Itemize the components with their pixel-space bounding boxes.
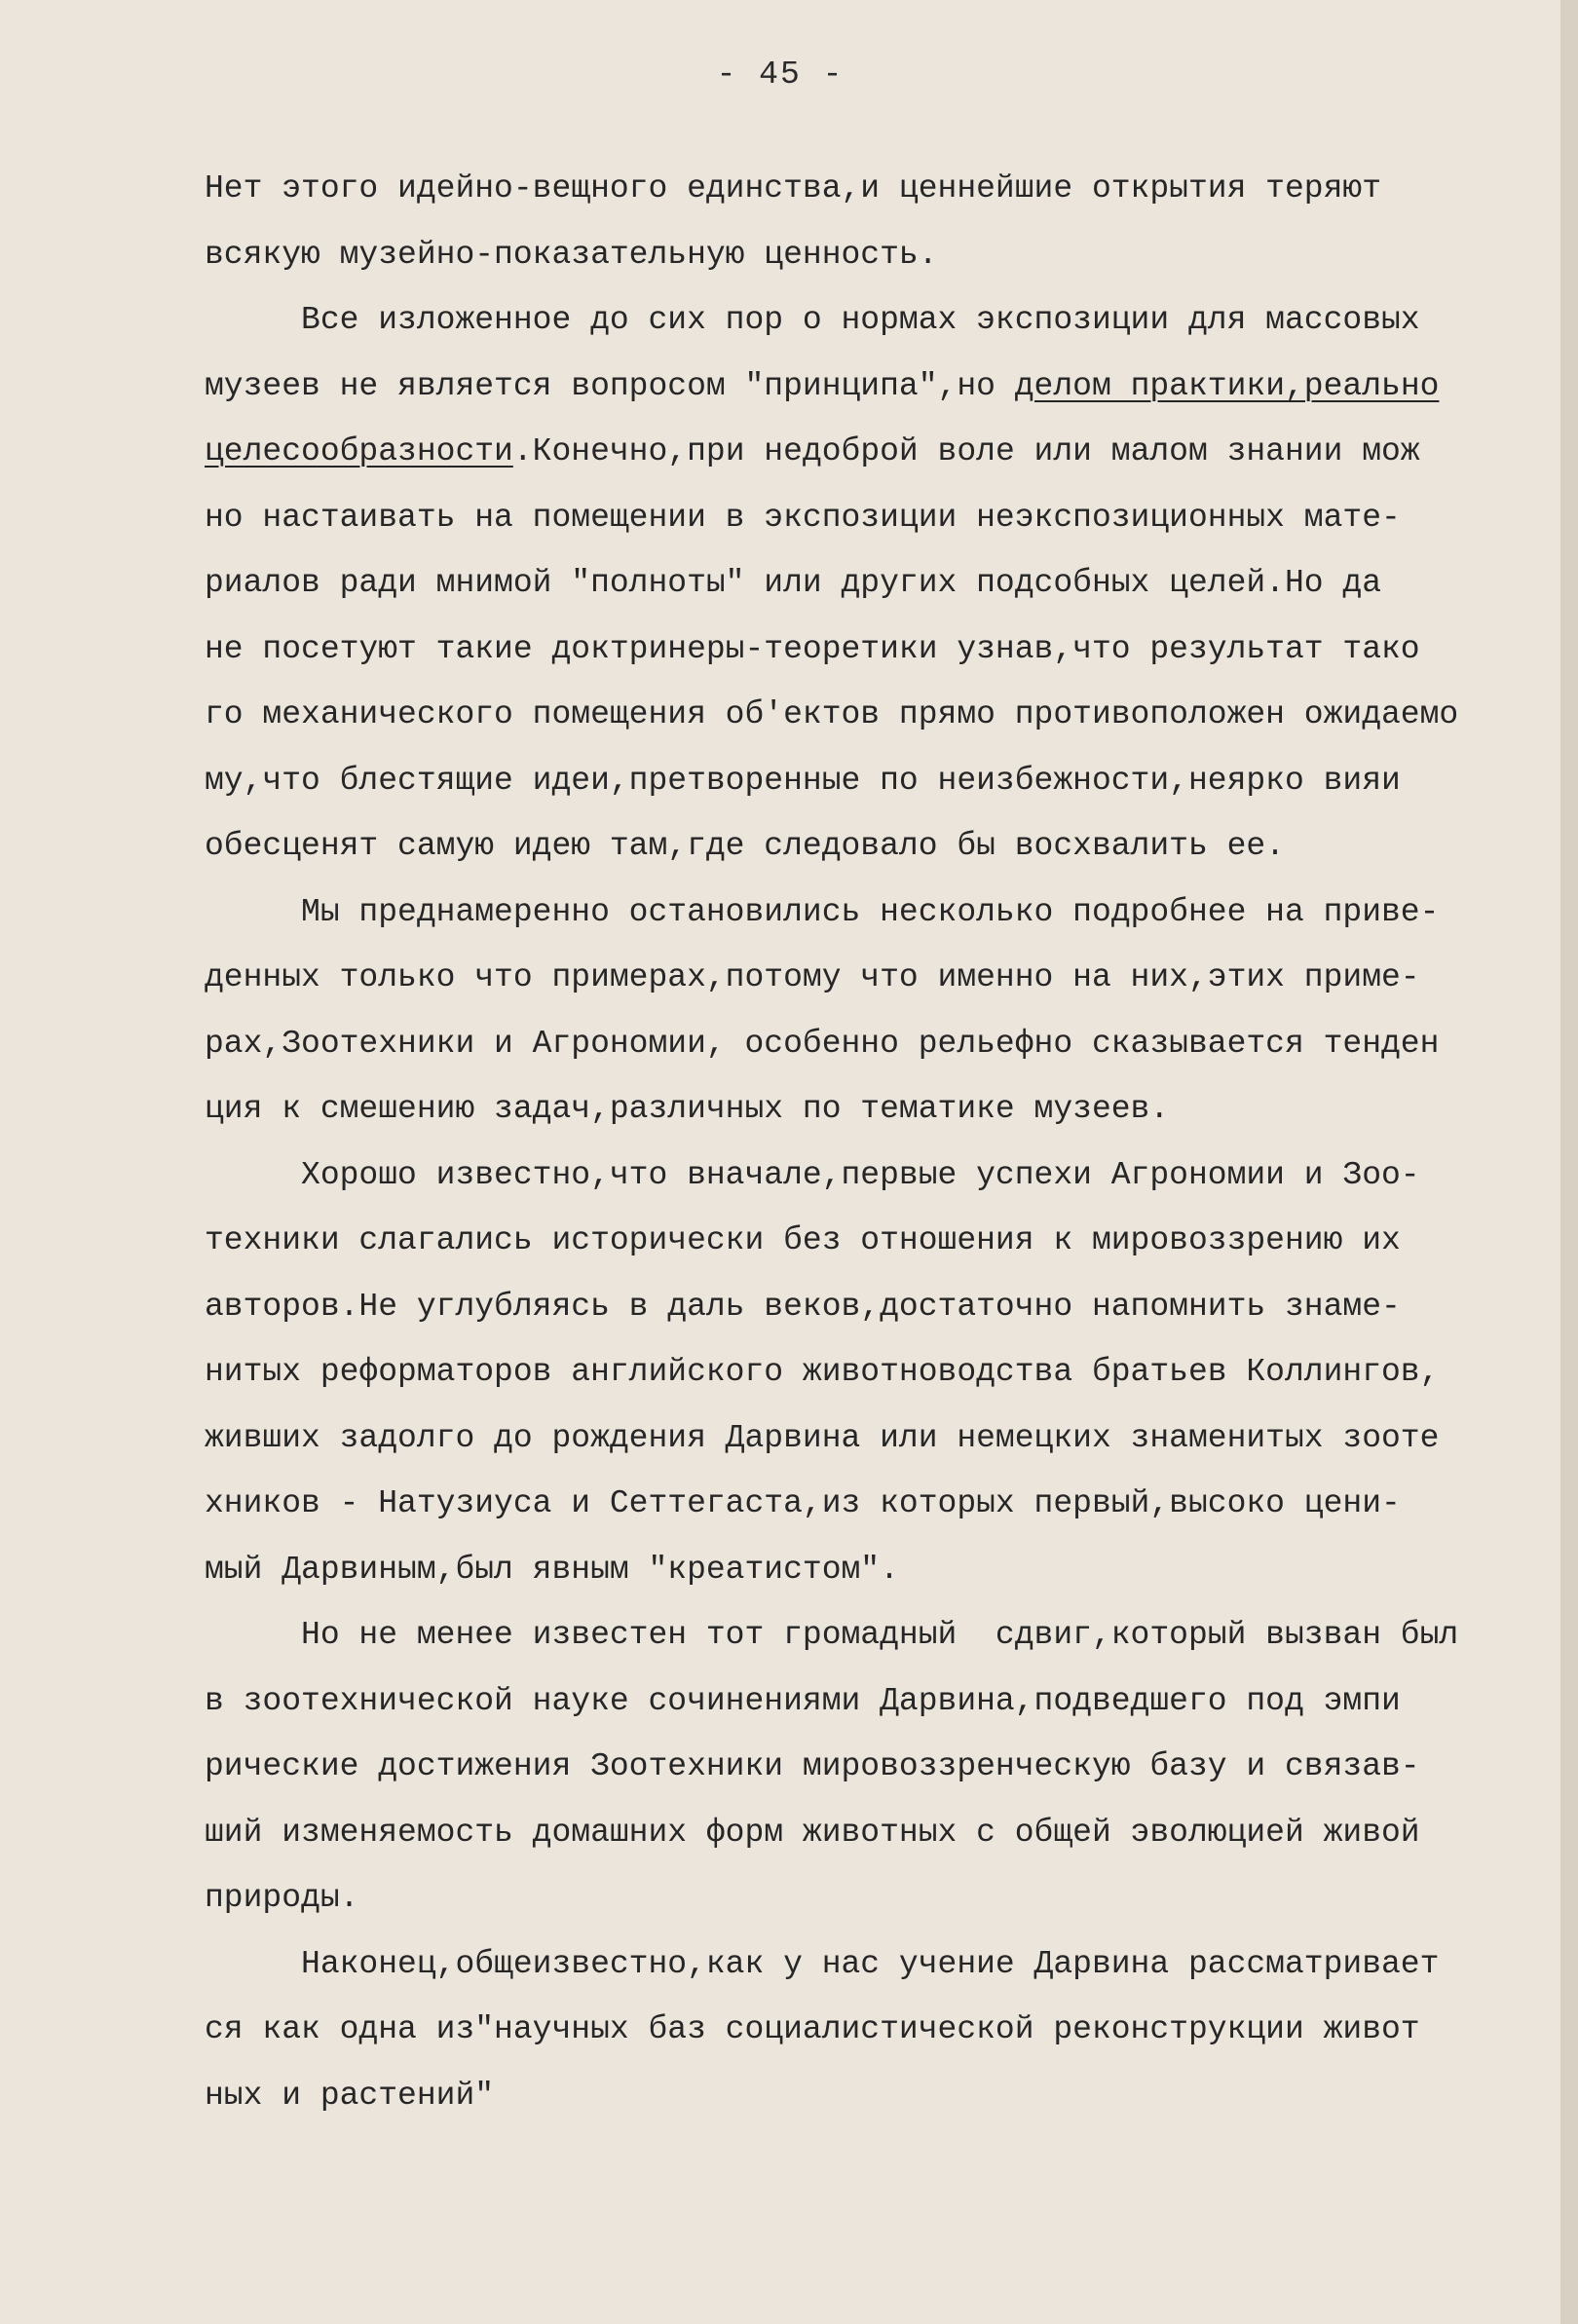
text-line: рах,Зоотехники и Агрономии, особенно рельефно сказывается тенден bbox=[205, 1025, 1440, 1062]
page-edge bbox=[1560, 0, 1578, 2324]
text-line: мый Дарвиным,был явным "креатистом". bbox=[205, 1551, 899, 1588]
text-line: авторов.Не углубляясь в даль веков,достаточно напомнить знаме- bbox=[205, 1288, 1401, 1325]
text-line: живших задолго до рождения Дарвина или немецких знаменитых зооте bbox=[205, 1419, 1440, 1456]
text-line: му,что блестящие идеи,претворенные по неизбежности,неярко вияи bbox=[205, 762, 1401, 799]
text-line: ция к смешению задач,различных по тематике музеев. bbox=[205, 1091, 1170, 1127]
text-line: обесценят самую идею там,где следовало бы восхвалить ее. bbox=[205, 828, 1285, 864]
text-line: хников - Натузиуса и Сеттегаста,из которых первый,высоко цени- bbox=[205, 1485, 1401, 1521]
text-line: ший изменяемость домашних форм животных с общей эволюцией живой bbox=[205, 1814, 1420, 1851]
text-line: Но не менее известен тот громадный сдвиг,который вызван был bbox=[205, 1617, 1459, 1653]
text-line: ных и растений" bbox=[205, 2077, 495, 2114]
text-line-with-underline: музеев не является вопросом "принципа",но делом практики,реально bbox=[205, 367, 1440, 404]
text-line: денных только что примерах,потому что именно на них,этих приме- bbox=[205, 959, 1420, 995]
body-text bbox=[205, 156, 1568, 2128]
text-line: техники слагались исторически без отношения к мировоззрению их bbox=[205, 1222, 1401, 1258]
text-line: Хорошо известно,что вначале,первые успехи Агрономии и Зоо- bbox=[205, 1156, 1420, 1193]
underlined-phrase: делом практики,реально bbox=[1014, 367, 1440, 404]
text-line: нитых реформаторов английского животноводства братьев Коллингов, bbox=[205, 1354, 1440, 1390]
text-line: Все изложенное до сих пор о нормах экспозиции для массовых bbox=[205, 302, 1420, 338]
text-line: всякую музейно-показательную ценность. bbox=[205, 236, 938, 273]
text-line: Наконец,общеизвестно,как у нас учение Дарвина рассматривает bbox=[205, 1945, 1440, 1982]
underlined-phrase: целесообразности bbox=[205, 433, 513, 469]
text-line: ся как одна из"научных баз социалистической реконструкции живот bbox=[205, 2011, 1420, 2047]
text-line: рические достижения Зоотехники мировоззренческую базу и связав- bbox=[205, 1748, 1420, 1784]
text-line: природы. bbox=[205, 1880, 359, 1916]
page-number: - 45 - bbox=[716, 56, 845, 93]
text-line: Нет этого идейно-вещного единства,и ценнейшие открытия теряют bbox=[205, 170, 1381, 206]
text-line: в зоотехнической науке сочинениями Дарвина,подведшего под эмпи bbox=[205, 1682, 1401, 1719]
text-line: риалов ради мнимой "полноты" или других подсобных целей.Но да bbox=[205, 565, 1381, 601]
text-line: го механического помещения об'ектов прямо противоположен ожидаемо bbox=[205, 696, 1459, 732]
text-line-with-underline: целесообразности.Конечно,при недоброй воле или малом знании мож bbox=[205, 433, 1420, 469]
text-line: не посетуют такие доктринеры-теоретики узнав,что результат тако bbox=[205, 630, 1420, 667]
text-line: Мы преднамеренно остановились несколько подробнее на приве- bbox=[205, 893, 1440, 930]
text-line: но настаивать на помещении в экспозиции неэкспозиционных мате- bbox=[205, 499, 1401, 536]
